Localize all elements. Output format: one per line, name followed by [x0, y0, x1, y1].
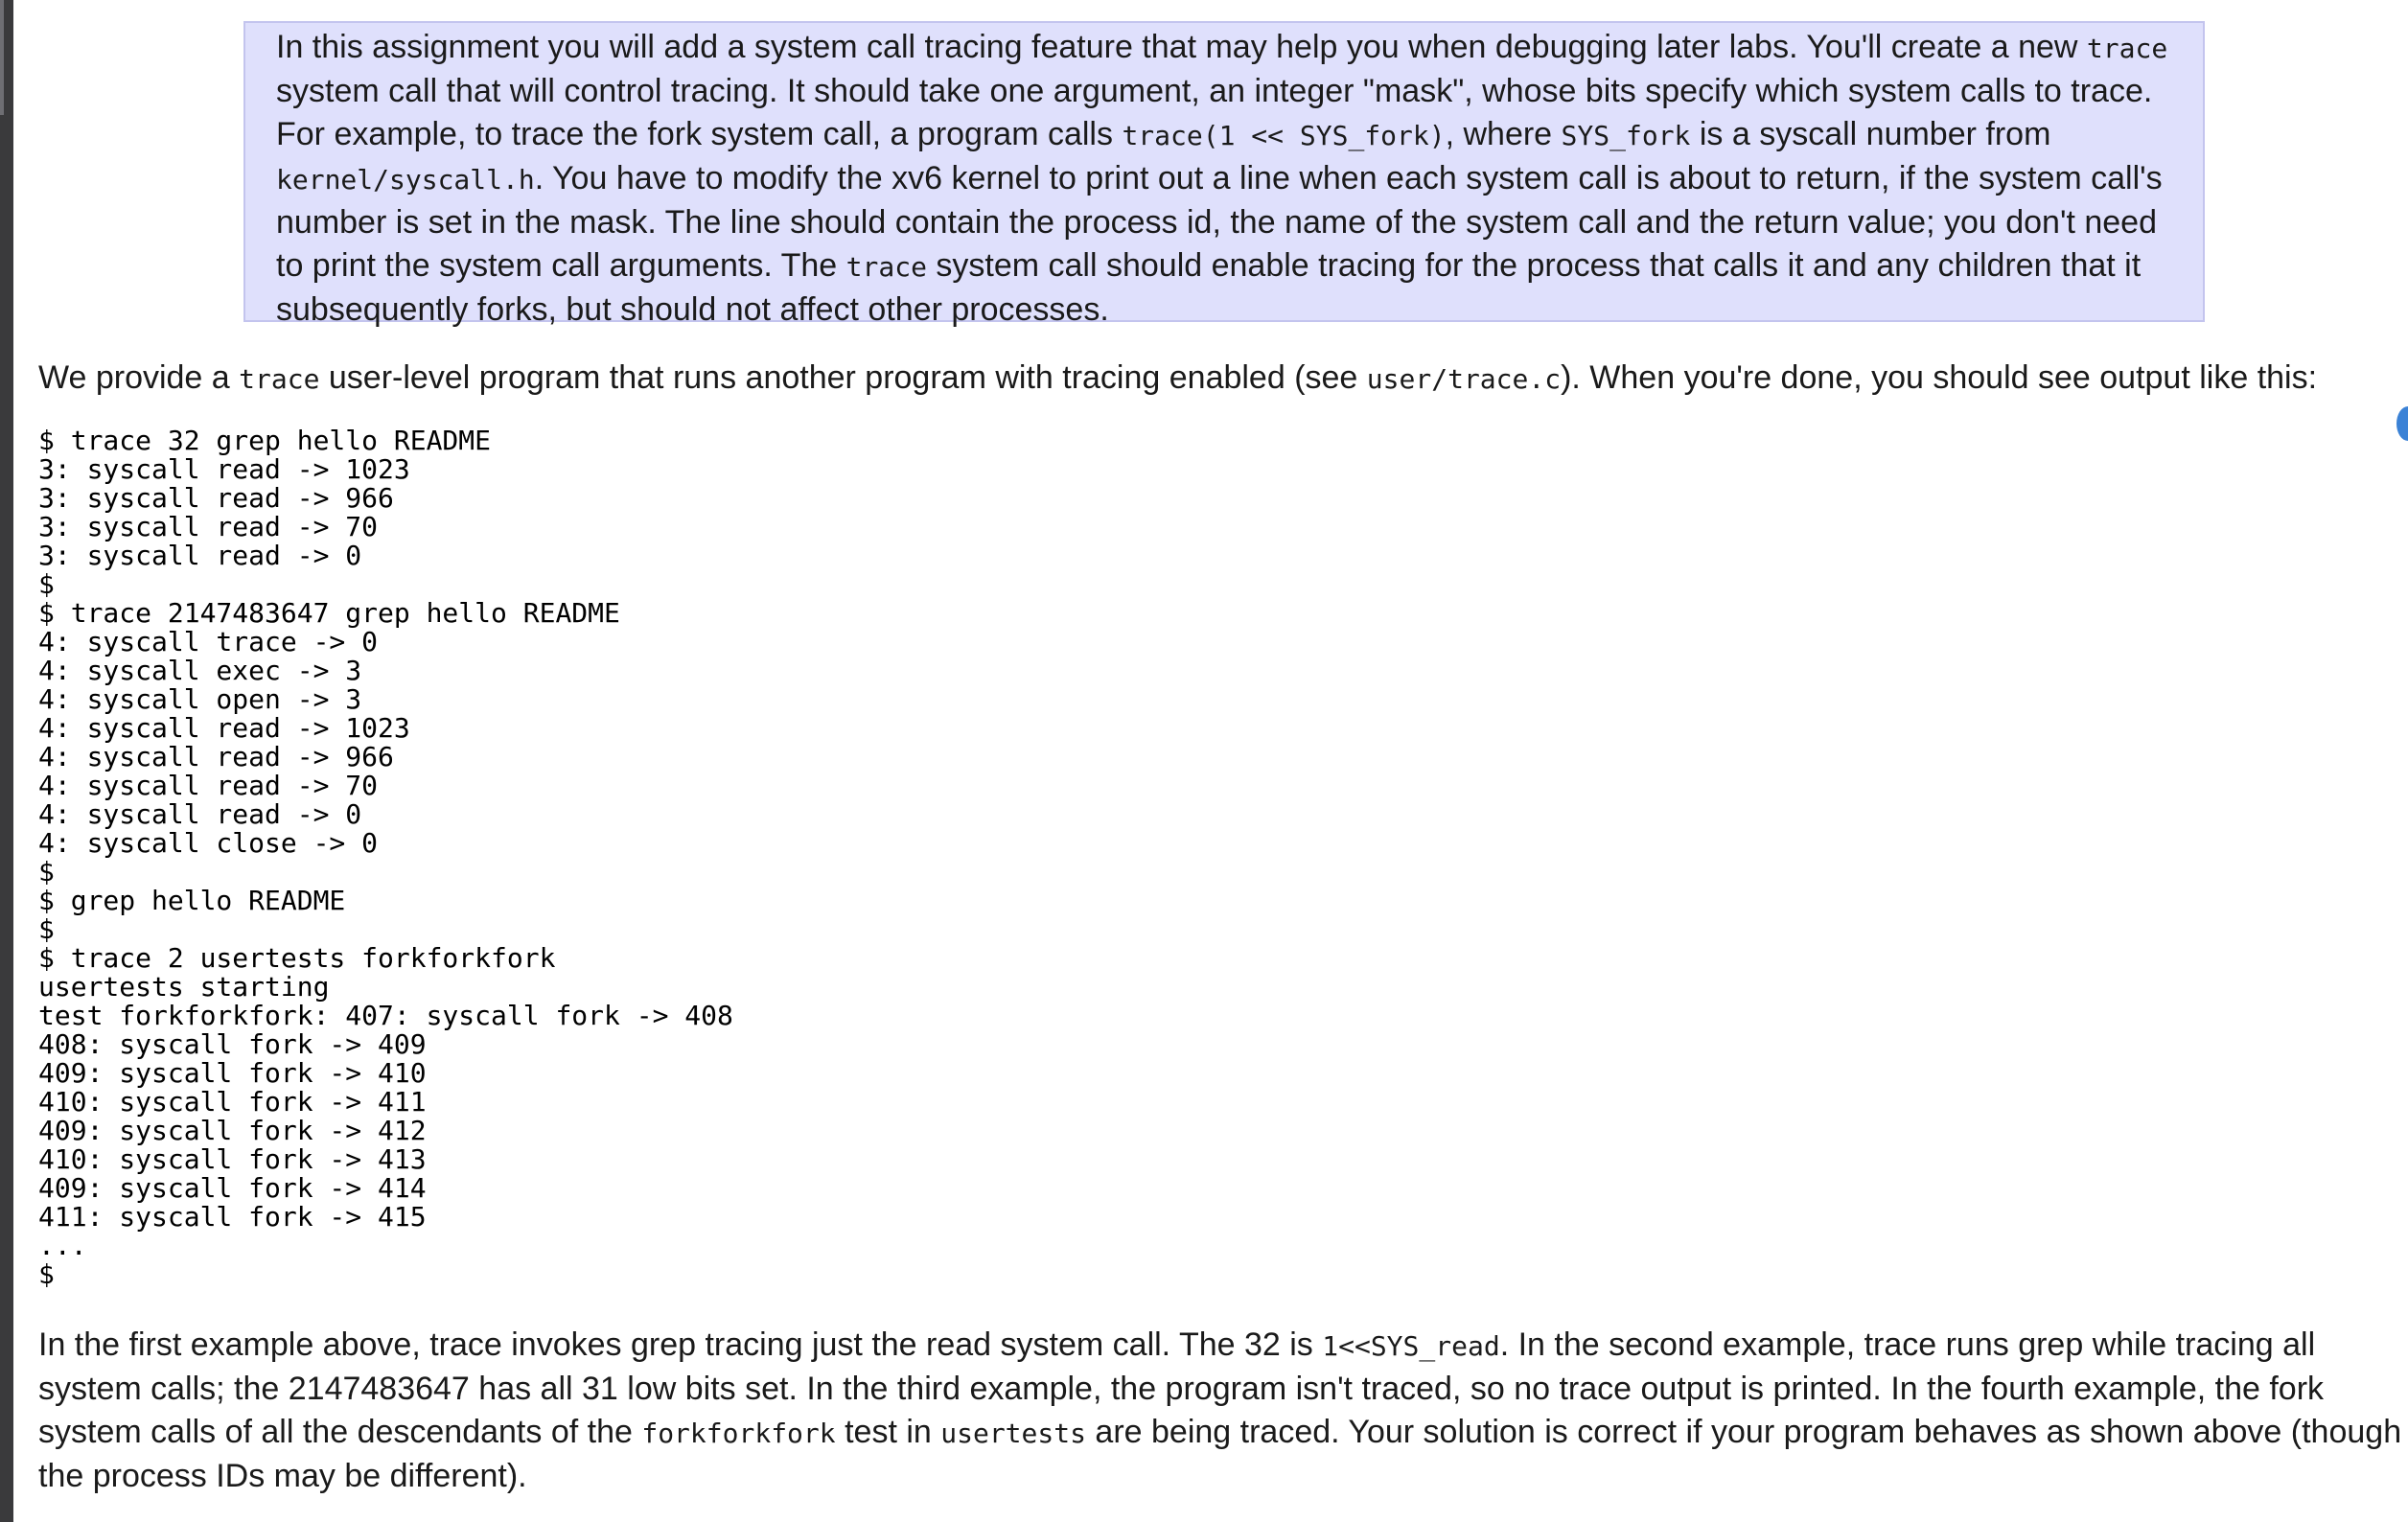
terminal-line: 4: syscall read -> 966	[38, 741, 394, 773]
terminal-line: 409: syscall fork -> 412	[38, 1115, 427, 1146]
terminal-line: $	[38, 1258, 55, 1290]
terminal-line: $ trace 2147483647 grep hello README	[38, 597, 620, 629]
terminal-line: usertests starting	[38, 971, 330, 1003]
terminal-line: 4: syscall close -> 0	[38, 827, 379, 859]
terminal-line: 4: syscall trace -> 0	[38, 626, 379, 657]
box-text: is a syscall number from	[1690, 116, 2051, 152]
terminal-line: $ trace 2 usertests forkforkfork	[38, 942, 556, 974]
assignment-description-box	[243, 21, 2205, 328]
terminal-line: 4: syscall open -> 3	[38, 683, 362, 715]
paragraph-text: . In the second example, trace runs grep while tracing all system calls; the 2147483647 has all 31 low bits set. In the third example, the program isn't traced, so no trace output is printed. In the fourth example, the fork system calls of all the descendants of the	[38, 1326, 2325, 1450]
terminal-line: 411: syscall fork -> 415	[38, 1201, 427, 1233]
terminal-line: 408: syscall fork -> 409	[38, 1028, 427, 1060]
window-left-edge	[0, 0, 13, 1522]
box-text: system call should enable tracing for the process that calls it and any children that it subsequently forks, but should not affect other processes.	[276, 247, 2142, 328]
terminal-line: 4: syscall read -> 0	[38, 798, 362, 830]
terminal-line: 4: syscall read -> 70	[38, 770, 379, 801]
box-text: system call that will control tracing. It should take one argument, an integer "mask", whose bits specify which system calls to trace. For example, to trace the fork system call, a program calls	[276, 73, 2153, 152]
left-edge-tab	[0, 0, 4, 115]
provide-paragraph	[38, 357, 2396, 401]
box-code-syscall-h: kernel/syscall.h	[276, 164, 535, 196]
paragraph-text: ). When you're done, you should see output like this:	[1561, 359, 2318, 396]
terminal-line: 3: syscall read -> 1023	[38, 453, 410, 485]
code-user-trace-c: user/trace.c	[1366, 363, 1562, 395]
terminal-line: $	[38, 568, 55, 600]
terminal-line: $	[38, 913, 55, 945]
terminal-line: 410: syscall fork -> 413	[38, 1143, 427, 1175]
paragraph-text: We provide a	[38, 359, 240, 396]
box-code-trace: trace	[2086, 33, 2168, 64]
scroll-indicator[interactable]	[2396, 406, 2408, 441]
terminal-line: $ grep hello README	[38, 885, 346, 916]
explanation-paragraph	[38, 1324, 2408, 1498]
code-forkforkfork: forkforkfork	[641, 1418, 836, 1449]
terminal-line: test forkforkfork: 407: syscall fork -> 408	[38, 1000, 733, 1031]
code-trace: trace	[239, 363, 320, 395]
box-text: In this assignment you will add a system call tracing feature that may help you when debugging later labs. You'll create a new	[276, 29, 2087, 65]
box-code-trace-call: trace(1 << SYS_fork)	[1122, 120, 1446, 151]
box-text: , where	[1445, 116, 1562, 152]
paragraph-text: are being traced. Your solution is correct if your program behaves as shown above (though the process IDs may be different).	[38, 1414, 2402, 1494]
terminal-line: 409: syscall fork -> 414	[38, 1172, 427, 1204]
terminal-line: ...	[38, 1230, 87, 1261]
box-code-trace: trace	[845, 251, 927, 283]
code-sys-read: 1<<SYS_read	[1322, 1330, 1500, 1362]
terminal-line: 4: syscall exec -> 3	[38, 655, 362, 686]
code-usertests: usertests	[940, 1418, 1086, 1449]
terminal-line: 410: syscall fork -> 411	[38, 1086, 427, 1118]
box-code-sys-fork: SYS_fork	[1561, 120, 1691, 151]
terminal-line: 4: syscall read -> 1023	[38, 712, 410, 744]
paragraph-text: test in	[835, 1414, 941, 1450]
terminal-line: $ trace 32 grep hello README	[38, 425, 492, 456]
box-text: . You have to modify the xv6 kernel to print out a line when each system call is about to return, if the system call's number is set in the mask. The line should contain the process id, the name of the system call and the return value; you don't need to print the system call arguments. The	[276, 160, 2163, 284]
terminal-line: 409: syscall fork -> 410	[38, 1057, 427, 1089]
terminal-output-block	[38, 427, 733, 1289]
terminal-line: $	[38, 856, 55, 888]
terminal-line: 3: syscall read -> 966	[38, 482, 394, 514]
terminal-line: 3: syscall read -> 0	[38, 540, 362, 571]
paragraph-text: In the first example above, trace invokes grep tracing just the read system call. The 32 is	[38, 1326, 1323, 1363]
terminal-line: 3: syscall read -> 70	[38, 511, 379, 542]
paragraph-text: user-level program that runs another program with tracing enabled (see	[319, 359, 1367, 396]
